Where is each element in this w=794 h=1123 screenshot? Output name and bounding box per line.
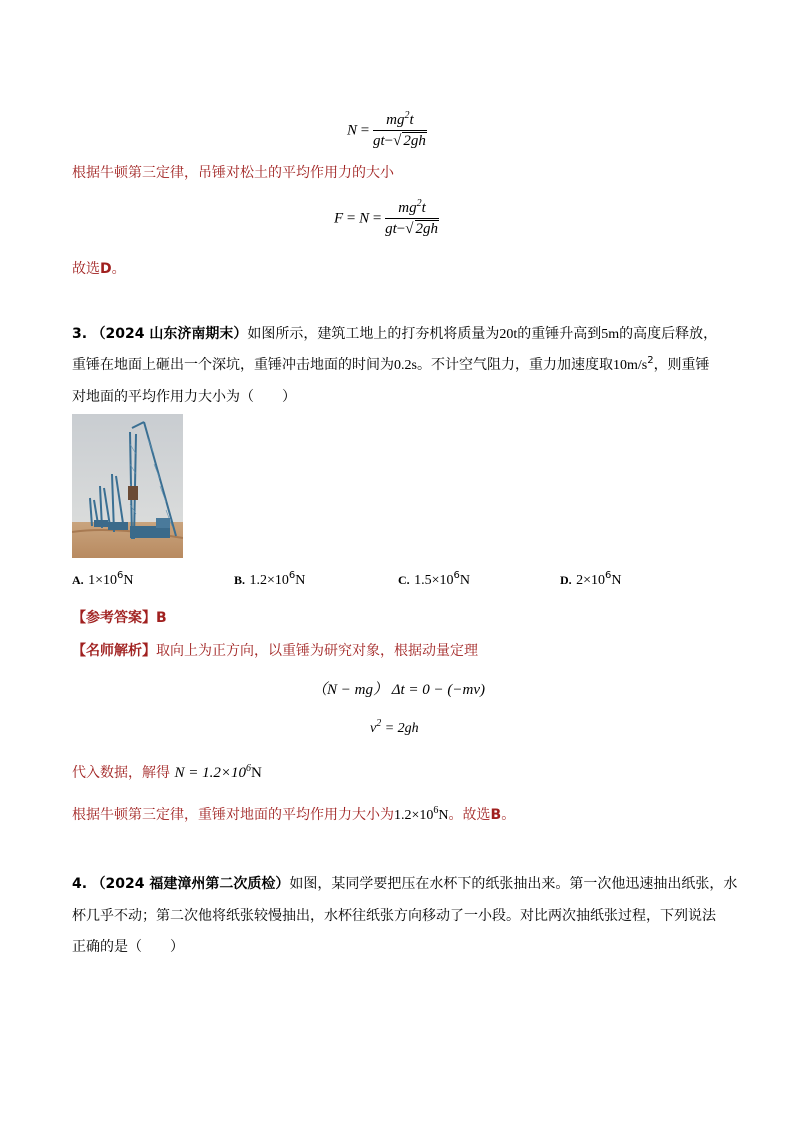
momentum-equation: （N − mg） Δt = 0 − (−mv) <box>312 682 486 698</box>
option-a[interactable]: A. $1\times 10^6N$ <box>72 570 134 588</box>
question-3-line-3: 对地面的平均作用力大小为（ ） <box>72 389 296 405</box>
velocity-equation: $v^2 = 2gh$ <box>370 718 419 736</box>
formula-f-expression: F = N = $\frac{mg^2t}{gt-√ 2gh}$ <box>334 198 438 237</box>
fraction: $\frac{mg^2t}{gt-√ 2gh}$ <box>385 198 438 237</box>
formula-n-expression: N = $\frac{mg^2t}{gt-√ 2gh}$ <box>347 110 426 149</box>
reference-answer: 【参考答案】B <box>72 610 167 626</box>
fraction: $\frac{mg^2t}{gt-√ 2gh}$ <box>372 110 426 149</box>
option-b[interactable]: B. $1.2\times 10^6N$ <box>234 570 306 588</box>
question-3-line-1: 3. （2024 山东济南期末）如图所示，建筑工地上的打夯机将质量为20t的重锤升高到5m的高度后释放， <box>72 326 718 342</box>
question-3-line-2: 重锤在地面上砸出一个深坑，重锤冲击地面的时间为0.2s。不计空气阻力，重力加速度取$10m/s^2$，则重锤 <box>72 355 710 373</box>
pile-driver-photo <box>72 414 183 558</box>
final-conclusion: 根据牛顿第三定律，重锤对地面的平均作用力大小为$1.2\times 10^6N$。故选B。 <box>72 805 516 823</box>
option-d[interactable]: D. $2\times 10^6N$ <box>560 570 622 588</box>
newton-third-law-text: 根据牛顿第三定律，吊锤对松土的平均作用力的大小 <box>72 165 394 181</box>
substitution-result: 代入数据，解得 $N = 1.2\times 10^6N$ <box>72 763 262 781</box>
analysis-intro: 【名师解析】取向上为正方向，以重锤为研究对象，根据动量定理 <box>72 643 478 659</box>
question-4-line-1: 4. （2024 福建漳州第二次质检）如图，某同学要把压在水杯下的纸张抽出来。第一次他迅速抽出纸张，水 <box>72 876 738 892</box>
question-4-line-2: 杯几乎不动；第二次他将纸张较慢抽出，水杯往纸张方向移动了一小段。对比两次抽纸张过程，下列说法 <box>72 908 716 924</box>
crane-image <box>72 414 183 558</box>
question-4-line-3: 正确的是（ ） <box>72 939 184 955</box>
previous-answer: 故选D。 <box>72 261 126 277</box>
option-c[interactable]: C. $1.5\times 10^6N$ <box>398 570 471 588</box>
